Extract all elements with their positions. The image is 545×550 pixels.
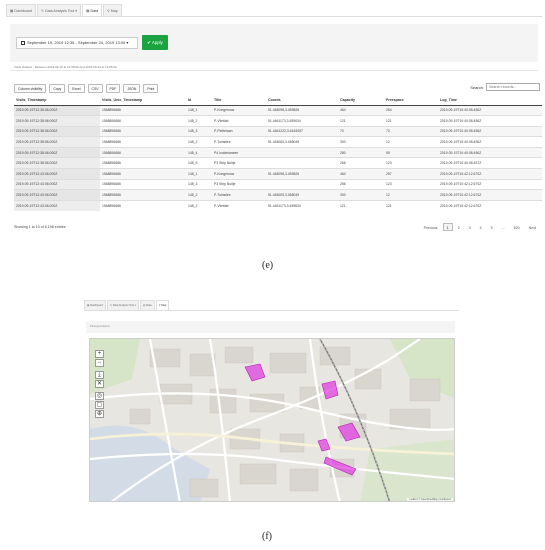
table-cell: 148_3 (186, 126, 212, 137)
table-cell: P-Toinsilee (212, 137, 266, 148)
table-cell: 12 (384, 190, 438, 201)
table-cell: 2019-09-19T12:43:06.000Z (14, 190, 100, 201)
table-cell: 2019-09-19T10:42:12.670Z (438, 200, 542, 211)
table-row[interactable] (14, 179, 542, 190)
figure-caption-f: (f) (262, 531, 272, 542)
table-cell: 2019-09-19T10:42:12.670Z (438, 179, 542, 190)
copy-button[interactable]: Copy (49, 84, 65, 93)
target-icon[interactable]: ⊕ (96, 411, 103, 417)
records-table (14, 96, 542, 211)
table-cell: 148_1 (186, 169, 212, 180)
table-cell: 2019-09-19T12:38:06.000Z (14, 147, 100, 158)
tab-data[interactable]: ▤ Data (140, 300, 155, 310)
table-cell: 266 (338, 158, 384, 169)
table-row[interactable] (14, 116, 542, 127)
column-header[interactable]: Id (186, 96, 212, 105)
parking-map[interactable] (89, 338, 455, 502)
table-cell: 464 (338, 105, 384, 116)
table-cell: 2019-09-19T10:40:08.456Z (438, 105, 542, 116)
table-icon: ▤ (142, 304, 147, 307)
entries-info: Showing 1 to 10 of 6,198 entries (14, 225, 66, 229)
search-box (470, 83, 540, 91)
table-cell: 1568896686 (100, 169, 186, 180)
table-row[interactable] (14, 105, 542, 116)
table-cell: 123 (384, 179, 438, 190)
table-cell: 300 (338, 137, 384, 148)
tab-data-analysis-tool[interactable]: ✎ Data Analysis Tool ▾ (107, 300, 139, 310)
table-row[interactable] (14, 190, 542, 201)
table-icon: ▤ (86, 9, 91, 13)
map-header-label: Parking locations (90, 325, 110, 328)
search-input[interactable] (486, 83, 540, 91)
pencil-icon: ✎ (41, 9, 46, 13)
table-cell: 51.445005,3.458049 (266, 190, 338, 201)
table-cell: 148_1 (186, 105, 212, 116)
table-cell: 2019-09-19T12:38:06.000Z (14, 116, 100, 127)
table-cell: 464 (338, 169, 384, 180)
pagination-page[interactable]: 3 (468, 226, 471, 230)
table-cell: P-Kongelouw (212, 169, 266, 180)
data-panel (6, 4, 542, 230)
table-cell: 51.448098,3.459826 (266, 105, 338, 116)
column-header[interactable]: Visits_Unix_Timestamp (100, 96, 186, 105)
table-cell: 2019-09-19T10:40:08.456Z (438, 126, 542, 137)
close-icon[interactable]: ✕ (96, 381, 103, 387)
table-cell: 254 (384, 105, 438, 116)
pagination-next[interactable]: Next (528, 226, 536, 230)
pagination-page[interactable]: 5 (490, 226, 493, 230)
table-cell: 2019-09-19T12:43:06.000Z (14, 169, 100, 180)
table-cell: 148_4 (186, 147, 212, 158)
search-label: Search: (470, 84, 484, 90)
table-cell: 51.4461222,3.4615057 (266, 126, 338, 137)
table-cell: 51.445005,3.458049 (266, 137, 338, 148)
export-toolbar (14, 84, 158, 93)
table-cell: 2019-09-19T12:38:06.000Z (14, 158, 100, 169)
table-cell: 123 (384, 158, 438, 169)
table-cell (266, 147, 338, 158)
table-cell: 1568896686 (100, 105, 186, 116)
table-cell: P-Kongelouw (212, 105, 266, 116)
table-cell: 2019-09-19T10:42:12.670Z (438, 169, 542, 180)
pagination-page[interactable]: 4 (479, 226, 482, 230)
table-row[interactable] (14, 200, 542, 211)
parking-area[interactable] (322, 381, 338, 399)
table-cell: 148_2 (186, 116, 212, 127)
table-cell: 148_3 (186, 179, 212, 190)
parking-area[interactable] (318, 439, 330, 451)
tab-map[interactable]: ⚲ Map (103, 4, 122, 16)
map-tiles (90, 339, 455, 502)
column-visibility-button[interactable]: Column visibility (14, 84, 46, 93)
filter-controls (10, 24, 538, 62)
table-cell: P-Plettelaan (212, 126, 266, 137)
table-cell: 2019-09-19T12:38:06.000Z (14, 126, 100, 137)
column-header[interactable]: Visits_Timestamp (14, 96, 100, 105)
layers-icon[interactable]: ▢ (96, 402, 103, 408)
table-cell: 51.4461173,3.459634 (266, 116, 338, 127)
table-cell: 2019-09-19T12:38:06.000Z (14, 137, 100, 148)
table-cell: 2019-09-19T10:40:08.456Z (438, 116, 542, 127)
table-cell: P-Vlietlab (212, 116, 266, 127)
nav-tabs (6, 4, 122, 16)
table-cell: P-Vlietlab (212, 200, 266, 211)
tab-dashboard[interactable]: ▦ Dashboard (84, 300, 106, 310)
map-icon: ⚲ (107, 9, 111, 13)
table-cell: 121 (338, 200, 384, 211)
column-header[interactable]: Title (212, 96, 266, 105)
table-cell: 280 (338, 147, 384, 158)
date-range-value: September 19, 2019 12:35 - September 24, 2019 13:05 ▾ (27, 40, 129, 45)
tab-data-analysis-tool[interactable]: ✎ Data Analysis Tool ▾ (37, 4, 81, 16)
pagination-page[interactable]: 1 (443, 223, 453, 231)
table-cell: 1568896686 (100, 179, 186, 190)
table-cell: 121 (338, 116, 384, 127)
pagination (420, 223, 540, 231)
pagination-page[interactable]: 620 (513, 226, 520, 230)
zoom-out-icon[interactable]: − (95, 359, 104, 367)
dashboard-icon: ▦ (10, 9, 15, 13)
calendar-icon (21, 41, 25, 45)
figure-caption-e: (e) (262, 260, 274, 271)
pencil-icon: ✎ (109, 304, 113, 307)
table-cell: P3 Strip Bultje (212, 179, 266, 190)
pagination-ellipsis: ... (501, 226, 505, 230)
map-icon: ⚲ (158, 304, 162, 307)
table-cell: 70 (338, 126, 384, 137)
date-range-picker[interactable] (16, 37, 138, 49)
table-cell (266, 179, 338, 190)
table-cell: 148_9 (186, 158, 212, 169)
table-row[interactable] (14, 158, 542, 169)
table-cell: 121 (384, 200, 438, 211)
table-cell: P3 Strip Bultje (212, 158, 266, 169)
table-cell: 2019-09-19T10:40:08.456Z (438, 137, 542, 148)
table-cell: 148_2 (186, 200, 212, 211)
locate-icon[interactable]: ◎ (96, 393, 103, 399)
zoom-in-icon[interactable]: + (95, 350, 104, 358)
table-row[interactable] (14, 169, 542, 180)
dashboard-icon: ▦ (87, 304, 91, 307)
map-panel (84, 300, 459, 510)
table-cell: 1568896686 (100, 126, 186, 137)
table-cell: 2019-09-19T12:43:06.000Z (14, 200, 100, 211)
table-cell: P4 Ivoldelaneen (212, 147, 266, 158)
tab-map[interactable]: ⚲ Map (156, 300, 170, 310)
pagination-previous[interactable]: Previous (423, 226, 438, 230)
table-cell (266, 158, 338, 169)
table-cell: 256 (338, 179, 384, 190)
table-cell: 1568896686 (100, 116, 186, 127)
excel-button[interactable]: Excel (68, 84, 84, 93)
download-icon[interactable]: ⤓ (95, 371, 104, 379)
map-controls (95, 350, 104, 418)
parking-area[interactable] (245, 364, 265, 381)
table-cell: 1568896686 (100, 200, 186, 211)
table-cell: 59 (384, 147, 438, 158)
nav-tabs (84, 300, 169, 310)
divider (10, 70, 538, 71)
table-cell: 51.4461173,3.459634 (266, 200, 338, 211)
table-cell: 1568896686 (100, 158, 186, 169)
apply-button[interactable]: ✔ Apply (142, 35, 168, 50)
table-cell: 2019-09-19T10:40:08.457Z (438, 158, 542, 169)
tab-divider (84, 310, 459, 311)
map-attribution[interactable]: Leaflet | © OpenStreetMap contributors (409, 498, 451, 501)
table-cell: 1568896686 (100, 190, 186, 201)
tab-dashboard[interactable]: ▦ Dashboard (6, 4, 36, 16)
map-header (86, 321, 455, 333)
table-cell: 1568896686 (100, 137, 186, 148)
table-cell: 148_2 (186, 190, 212, 201)
table-cell: 121 (384, 116, 438, 127)
table-cell: 2019-09-19T12:43:06.000Z (14, 179, 100, 190)
table-cell: 1568896686 (100, 147, 186, 158)
column-header[interactable]: Coords (266, 96, 338, 105)
table-cell: 2019-09-19T10:42:12.670Z (438, 190, 542, 201)
table-cell: 70 (384, 126, 438, 137)
table-cell: 257 (384, 169, 438, 180)
column-header[interactable]: Capacity (338, 96, 384, 105)
table-cell: P-Toinsilee (212, 190, 266, 201)
pdf-button[interactable]: PDF (106, 84, 121, 93)
table-header-row (14, 96, 542, 105)
tab-divider (6, 16, 542, 17)
dataset-description: Visits Dataset - Between 2019-09-19 at 12:35:00 And 2019-09-24 at 13:05:00 (14, 65, 117, 69)
table-cell: 300 (338, 190, 384, 201)
pagination-page[interactable]: 2 (457, 226, 460, 230)
json-button[interactable]: JSON (123, 84, 140, 93)
table-cell: 2019-09-19T10:40:08.456Z (438, 147, 542, 158)
print-button[interactable]: Print (143, 84, 158, 93)
table-cell: 2019-09-19T12:38:06.000Z (14, 105, 100, 116)
table-row[interactable] (14, 137, 542, 148)
csv-button[interactable]: CSV (88, 84, 103, 93)
table-row[interactable] (14, 147, 542, 158)
table-cell: 148_2 (186, 137, 212, 148)
table-cell: 51.448098,3.459826 (266, 169, 338, 180)
table-cell: 12 (384, 137, 438, 148)
table-row[interactable] (14, 126, 542, 137)
tab-data[interactable]: ▤ Data (82, 4, 102, 16)
column-header[interactable]: Log_Time (438, 96, 542, 105)
column-header[interactable]: Freespace (384, 96, 438, 105)
